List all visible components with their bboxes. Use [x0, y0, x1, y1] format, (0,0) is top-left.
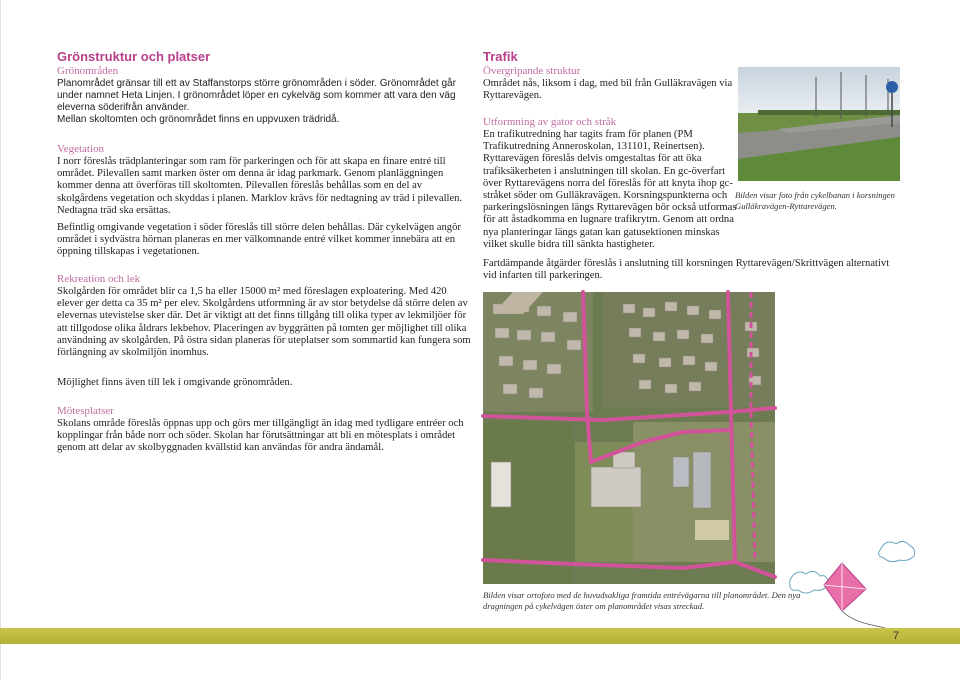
recreation-subheading: Rekreation och lek	[57, 273, 141, 285]
green-areas-subheading: Grönområden	[57, 65, 119, 77]
green-structure-heading: Grönstruktur och platser	[57, 49, 211, 64]
access-text: Området nås, liksom i dag, med bil från Gulläkravägen via Ryttarevägen.	[483, 78, 733, 102]
vegetation-subheading: Vegetation	[57, 143, 105, 155]
speed-measures-text: Fartdämpande åtgärder föreslås i anslutning till korsningen Ryttarevägen/Skrittvägen alternativt vid infarten till parkeringen.	[483, 258, 890, 282]
footer-stripe	[0, 628, 960, 644]
street-design-subheading: Utformning av gator och stråk	[483, 116, 617, 128]
orthophoto-image	[483, 292, 775, 584]
street-photo	[738, 67, 900, 181]
page-number: 7	[893, 630, 900, 642]
meeting-places-text: Skolans område föreslås öppnas upp och görs mer tillgängligt än idag med tydligare entréer och kopplingar från både norr och söder. Skolan har förutsättningar att bli en mötesplats i området genom att delar av skolbyggnaden kvällstid kan användas för andra ändamål.	[57, 418, 464, 454]
vegetation-text-2: Befintlig omgivande vegetation i söder föreslås till större delen behållas. Där cykelvägen angör området i sydvästra hörnan planeras en mer välkomnande entré vilket kommer innebära att en öppning tillskapas i vegetationen.	[57, 222, 461, 258]
street-photo-image	[738, 67, 900, 181]
recreation-text-2: Möjlighet finns även till lek i omgivande grönområden.	[57, 377, 293, 388]
meeting-places-subheading: Mötesplatser	[57, 405, 114, 417]
orthophoto-map	[483, 292, 775, 584]
street-design-text: En trafikutredning har tagits fram för planen (PM Trafikutredning Anneroskolan, 131101, Reinertsen). Ryttarevägen föreslås delvis omgestaltas för att öka trafiksäkerheten i anslutningen till skolan. En gc-överfart över Ryttarevägens norra del föreslås för att knyta ihop gc-stråket söder om Gulläkravägen. Korsningspunkterna och parkeringslösningen längs Ryttarevägen bör också utformas för att åstadkomma en lugnare trafikrytm. Genom att ordna nya planteringar längs gatan kan gatusektionen minskas vilket skulle bidra till sänkta hastigheter.	[483, 129, 737, 250]
green-areas-text: Planområdet gränsar till ett av Staffanstorps större grönområden i söder. Grönområdet går under namnet Heta Linjen. I grönområdet löper en cykelväg som kommer att vara den väg eleverna söderifrån använder.	[57, 78, 456, 113]
orthophoto-caption: Bilden visar ortofoto med de huvudsakliga framtida entrévägarna till planområdet. Den nya dragningen på cykelvägen öster om planområdet visas streckad.	[483, 590, 801, 611]
tree-belt-text: Mellan skoltomten och grönområdet finns en uppvuxen trädridå.	[57, 114, 340, 125]
recreation-text-1: Skolgården för området blir ca 1,5 ha eller 15000 m² med föreslagen exploatering. Med 420 elever ger detta ca 35 m² per elev. Skolgårdens utformning är av stor betydelse då större delen av elevernas utevistelse sker där. Det är viktigt att det finns tillgång till olika typer av lekmiljöer för att tillgodose olika åldrars lekbehov. Placeringen av byggrätten på tomten ger möjlighet till olika användning av skolgården. På östra sidan planeras för uteplatser som sommartid kan fungera som förlängning av skolmiljön inomhus.	[57, 286, 471, 359]
overall-structure-subheading: Övergripande struktur	[483, 65, 581, 77]
traffic-heading: Trafik	[483, 49, 518, 64]
street-photo-caption: Bilden visar foto från cykelbanan i korsningen Gulläkravägen-Ryttarevägen.	[735, 190, 895, 211]
vegetation-text-1: I norr föreslås trädplanteringar som ram för parkeringen och för att skapa en finare entré till området. Pilevallen samt marken öster om denna är idag parkmark. Genom planläggningen kommer denna att överföras till skoltomten. Pilevallen föreslås behållas som en del av skolgårdens vegetation och skyddas i planen. Marklov krävs för nedtagning av träd i pilevallen. Nedtagna träd ska ersättas.	[57, 156, 463, 216]
